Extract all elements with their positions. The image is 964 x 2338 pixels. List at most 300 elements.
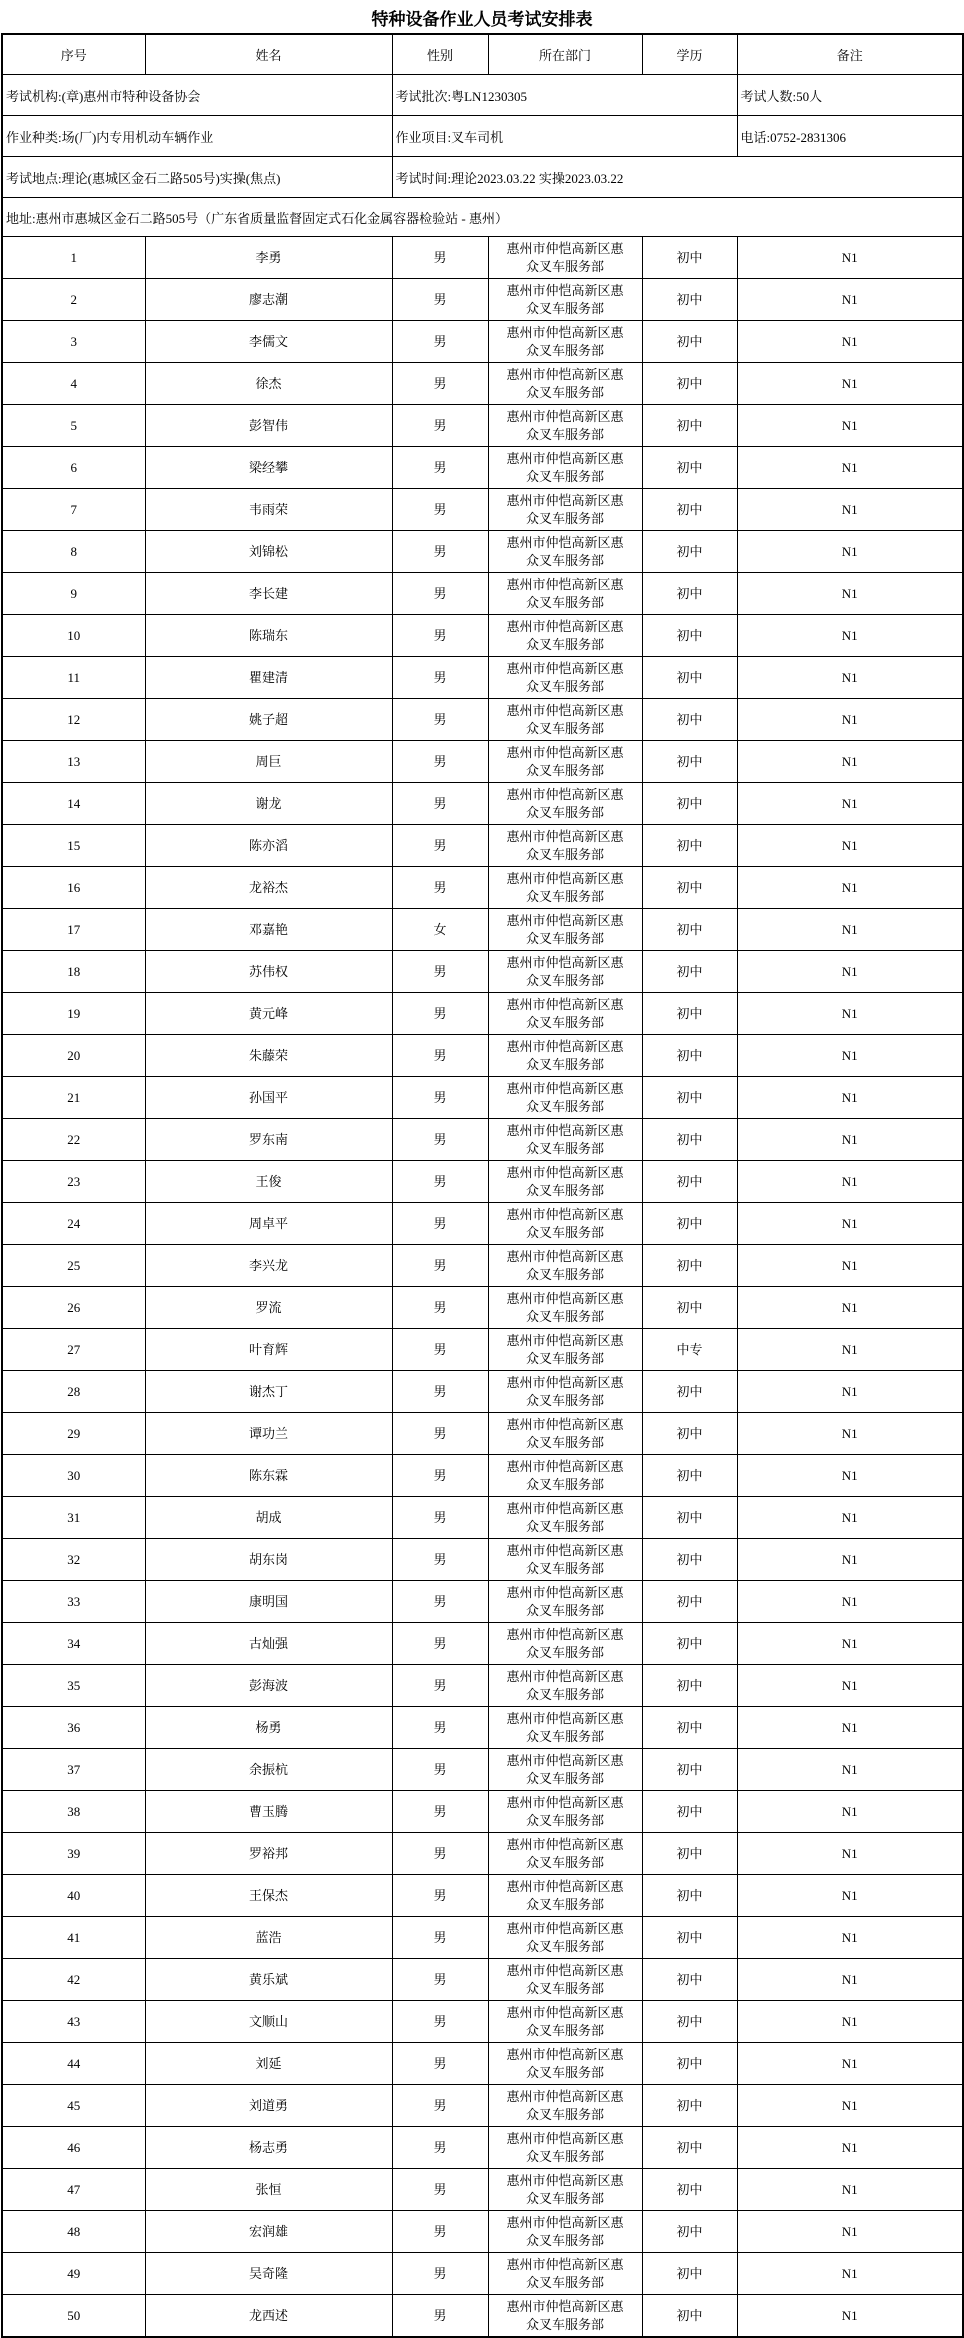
cell-gender: 男 [392,2085,488,2127]
dept-text: 惠州市仲恺高新区惠众叉车服务部 [506,1752,624,1786]
cell-dept [488,1749,642,1791]
cell-name: 康明国 [145,1581,392,1623]
cell-gender: 男 [392,1581,488,1623]
cell-name: 刘道勇 [145,2085,392,2127]
dept-text: 惠州市仲恺高新区惠众叉车服务部 [506,1878,624,1912]
cell-gender: 男 [392,1665,488,1707]
cell-name: 梁经攀 [145,447,392,489]
cell-seq: 13 [2,741,145,783]
cell-note: N1 [737,2295,963,2338]
cell-gender: 男 [392,1875,488,1917]
cell-dept [488,615,642,657]
cell-name: 周卓平 [145,1203,392,1245]
cell-gender: 男 [392,279,488,321]
cell-name: 黄元峰 [145,993,392,1035]
cell-gender: 男 [392,2127,488,2169]
table-row [2,657,963,699]
cell-gender: 男 [392,531,488,573]
cell-edu: 初中 [642,237,737,279]
cell-gender: 男 [392,1539,488,1581]
table-row [2,1371,963,1413]
cell-gender: 男 [392,1749,488,1791]
table-row [2,1077,963,1119]
dept-text: 惠州市仲恺高新区惠众叉车服务部 [506,1416,624,1450]
exam-batch-cell: 考试批次:粤LN1230305 [392,75,737,116]
cell-gender: 男 [392,2001,488,2043]
cell-gender: 男 [392,741,488,783]
cell-note: N1 [737,825,963,867]
cell-note: N1 [737,2253,963,2295]
dept-text: 惠州市仲恺高新区惠众叉车服务部 [506,1122,624,1156]
dept-text: 惠州市仲恺高新区惠众叉车服务部 [506,1164,624,1198]
info-row-2 [2,116,963,157]
cell-gender: 男 [392,573,488,615]
cell-dept [488,1833,642,1875]
dept-text: 惠州市仲恺高新区惠众叉车服务部 [506,366,624,400]
table-row [2,825,963,867]
dept-text: 惠州市仲恺高新区惠众叉车服务部 [506,1836,624,1870]
table-row [2,1119,963,1161]
cell-dept [488,2085,642,2127]
cell-gender: 男 [392,1035,488,1077]
cell-seq: 29 [2,1413,145,1455]
address-cell: 地址:惠州市惠城区金石二路505号（广东省质量监督固定式石化金属容器检验站 - 惠州） [2,198,963,237]
cell-seq: 31 [2,1497,145,1539]
cell-gender: 男 [392,1287,488,1329]
table-row [2,2043,963,2085]
cell-seq: 1 [2,237,145,279]
info-block [2,75,963,237]
cell-dept [488,1455,642,1497]
cell-edu: 初中 [642,2001,737,2043]
cell-seq: 26 [2,1287,145,1329]
cell-name: 黄乐斌 [145,1959,392,2001]
cell-note: N1 [737,1203,963,1245]
cell-edu: 初中 [642,1161,737,1203]
cell-edu: 初中 [642,363,737,405]
table-row [2,489,963,531]
cell-dept [488,2169,642,2211]
cell-note: N1 [737,1749,963,1791]
cell-note: N1 [737,573,963,615]
table-row [2,1203,963,1245]
table-row [2,2085,963,2127]
cell-edu: 初中 [642,447,737,489]
cell-seq: 49 [2,2253,145,2295]
cell-edu: 初中 [642,1035,737,1077]
table-row [2,1245,963,1287]
cell-edu: 初中 [642,1749,737,1791]
cell-dept [488,2043,642,2085]
cell-name: 韦雨荣 [145,489,392,531]
cell-dept [488,1287,642,1329]
cell-edu: 初中 [642,2127,737,2169]
dept-text: 惠州市仲恺高新区惠众叉车服务部 [506,1542,624,1576]
cell-dept [488,1959,642,2001]
dept-text: 惠州市仲恺高新区惠众叉车服务部 [506,1374,624,1408]
cell-seq: 37 [2,1749,145,1791]
cell-edu: 初中 [642,1203,737,1245]
dept-text: 惠州市仲恺高新区惠众叉车服务部 [506,912,624,946]
dept-text: 惠州市仲恺高新区惠众叉车服务部 [506,2256,624,2290]
cell-gender: 男 [392,1707,488,1749]
cell-seq: 33 [2,1581,145,1623]
cell-gender: 男 [392,615,488,657]
cell-edu: 初中 [642,279,737,321]
cell-name: 廖志潮 [145,279,392,321]
table-body [2,237,963,2338]
cell-note: N1 [737,951,963,993]
cell-gender: 男 [392,1833,488,1875]
cell-note: N1 [737,1119,963,1161]
cell-edu: 初中 [642,1917,737,1959]
cell-edu: 初中 [642,783,737,825]
table-row [2,1875,963,1917]
cell-seq: 12 [2,699,145,741]
cell-note: N1 [737,1161,963,1203]
cell-seq: 11 [2,657,145,699]
dept-text: 惠州市仲恺高新区惠众叉车服务部 [506,660,624,694]
dept-text: 惠州市仲恺高新区惠众叉车服务部 [506,1920,624,1954]
table-row [2,741,963,783]
dept-text: 惠州市仲恺高新区惠众叉车服务部 [506,702,624,736]
cell-name: 陈亦滔 [145,825,392,867]
cell-dept [488,1371,642,1413]
dept-text: 惠州市仲恺高新区惠众叉车服务部 [506,828,624,862]
cell-note: N1 [737,783,963,825]
table-row [2,783,963,825]
cell-edu: 中专 [642,1329,737,1371]
cell-dept [488,1413,642,1455]
cell-gender: 男 [392,993,488,1035]
table-row [2,1287,963,1329]
cell-seq: 46 [2,2127,145,2169]
cell-seq: 50 [2,2295,145,2338]
table-row [2,1413,963,1455]
cell-gender: 男 [392,489,488,531]
cell-name: 李长建 [145,573,392,615]
cell-note: N1 [737,237,963,279]
cell-note: N1 [737,2127,963,2169]
cell-note: N1 [737,2211,963,2253]
cell-name: 邓嘉艳 [145,909,392,951]
project-cell: 作业项目:叉车司机 [392,116,737,157]
table-row [2,1455,963,1497]
table-row [2,1539,963,1581]
cell-seq: 45 [2,2085,145,2127]
exam-location-cell: 考试地点:理论(惠城区金石二路505号)实操(焦点) [2,157,392,198]
cell-gender: 男 [392,363,488,405]
cell-seq: 44 [2,2043,145,2085]
cell-gender: 男 [392,1203,488,1245]
cell-edu: 初中 [642,1707,737,1749]
cell-note: N1 [737,699,963,741]
cell-name: 叶育辉 [145,1329,392,1371]
cell-gender: 男 [392,405,488,447]
cell-gender: 男 [392,1455,488,1497]
cell-edu: 初中 [642,2253,737,2295]
info-row-3 [2,157,963,198]
cell-dept [488,1203,642,1245]
cell-gender: 男 [392,447,488,489]
cell-seq: 19 [2,993,145,1035]
cell-dept [488,1539,642,1581]
cell-dept [488,1665,642,1707]
cell-edu: 初中 [642,699,737,741]
table-row [2,1497,963,1539]
dept-text: 惠州市仲恺高新区惠众叉车服务部 [506,2298,624,2332]
cell-note: N1 [737,1455,963,1497]
table-row [2,2127,963,2169]
cell-seq: 47 [2,2169,145,2211]
cell-gender: 男 [392,321,488,363]
cell-seq: 7 [2,489,145,531]
cell-note: N1 [737,2043,963,2085]
table-row [2,2211,963,2253]
cell-gender: 男 [392,1161,488,1203]
cell-edu: 初中 [642,2295,737,2338]
cell-note: N1 [737,1581,963,1623]
cell-gender: 男 [392,825,488,867]
cell-dept [488,447,642,489]
dept-text: 惠州市仲恺高新区惠众叉车服务部 [506,870,624,904]
table-row [2,405,963,447]
cell-edu: 初中 [642,2211,737,2253]
dept-text: 惠州市仲恺高新区惠众叉车服务部 [506,1080,624,1114]
cell-name: 彭智伟 [145,405,392,447]
header-row [2,34,963,75]
cell-name: 李兴龙 [145,1245,392,1287]
cell-edu: 初中 [642,1455,737,1497]
cell-dept [488,1245,642,1287]
cell-seq: 4 [2,363,145,405]
cell-dept [488,951,642,993]
cell-dept [488,405,642,447]
dept-text: 惠州市仲恺高新区惠众叉车服务部 [506,2046,624,2080]
cell-dept [488,909,642,951]
cell-seq: 2 [2,279,145,321]
table-row [2,1917,963,1959]
exam-count-cell: 考试人数:50人 [737,75,963,116]
cell-gender: 男 [392,1245,488,1287]
cell-note: N1 [737,867,963,909]
cell-note: N1 [737,1833,963,1875]
cell-edu: 初中 [642,489,737,531]
cell-name: 宏润雄 [145,2211,392,2253]
schedule-table [1,33,964,2338]
table-header [2,34,963,75]
cell-seq: 22 [2,1119,145,1161]
cell-dept [488,1161,642,1203]
table-row [2,1581,963,1623]
cell-note: N1 [737,741,963,783]
cell-gender: 男 [392,1077,488,1119]
cell-edu: 初中 [642,825,737,867]
cell-dept [488,573,642,615]
cell-edu: 初中 [642,867,737,909]
table-row [2,1959,963,2001]
cell-name: 瞿建清 [145,657,392,699]
cell-gender: 男 [392,657,488,699]
cell-note: N1 [737,279,963,321]
dept-text: 惠州市仲恺高新区惠众叉车服务部 [506,2172,624,2206]
cell-seq: 36 [2,1707,145,1749]
dept-text: 惠州市仲恺高新区惠众叉车服务部 [506,744,624,778]
cell-dept [488,1035,642,1077]
table-row [2,237,963,279]
cell-gender: 男 [392,1119,488,1161]
cell-seq: 17 [2,909,145,951]
cell-note: N1 [737,2001,963,2043]
cell-edu: 初中 [642,1581,737,1623]
cell-seq: 43 [2,2001,145,2043]
cell-dept [488,1329,642,1371]
dept-text: 惠州市仲恺高新区惠众叉车服务部 [506,786,624,820]
cell-note: N1 [737,489,963,531]
cell-gender: 男 [392,2253,488,2295]
cell-name: 文顺山 [145,2001,392,2043]
cell-dept [488,699,642,741]
col-header-gender: 性别 [392,34,488,75]
dept-text: 惠州市仲恺高新区惠众叉车服务部 [506,618,624,652]
cell-dept [488,531,642,573]
cell-gender: 女 [392,909,488,951]
cell-name: 张恒 [145,2169,392,2211]
cell-dept [488,825,642,867]
cell-edu: 初中 [642,531,737,573]
cell-name: 罗流 [145,1287,392,1329]
cell-note: N1 [737,1875,963,1917]
col-header-edu: 学历 [642,34,737,75]
cell-name: 吴奇隆 [145,2253,392,2295]
cell-gender: 男 [392,1497,488,1539]
cell-name: 胡东岗 [145,1539,392,1581]
table-row [2,2295,963,2338]
cell-name: 苏伟权 [145,951,392,993]
table-row [2,993,963,1035]
dept-text: 惠州市仲恺高新区惠众叉车服务部 [506,1248,624,1282]
cell-name: 谢龙 [145,783,392,825]
dept-text: 惠州市仲恺高新区惠众叉车服务部 [506,1332,624,1366]
cell-note: N1 [737,1497,963,1539]
cell-name: 龙西述 [145,2295,392,2338]
cell-dept [488,321,642,363]
cell-dept [488,279,642,321]
cell-seq: 18 [2,951,145,993]
cell-name: 姚子超 [145,699,392,741]
cell-seq: 40 [2,1875,145,1917]
cell-seq: 20 [2,1035,145,1077]
cell-note: N1 [737,1959,963,2001]
cell-edu: 初中 [642,1245,737,1287]
cell-seq: 23 [2,1161,145,1203]
cell-seq: 35 [2,1665,145,1707]
cell-edu: 初中 [642,2085,737,2127]
col-header-dept: 所在部门 [488,34,642,75]
cell-gender: 男 [392,2043,488,2085]
cell-dept [488,657,642,699]
cell-edu: 初中 [642,573,737,615]
cell-note: N1 [737,1077,963,1119]
cell-dept [488,363,642,405]
dept-text: 惠州市仲恺高新区惠众叉车服务部 [506,2004,624,2038]
cell-edu: 初中 [642,741,737,783]
address-row [2,198,963,237]
cell-gender: 男 [392,2169,488,2211]
cell-name: 曹玉腾 [145,1791,392,1833]
cell-gender: 男 [392,951,488,993]
cell-name: 罗东南 [145,1119,392,1161]
cell-edu: 初中 [642,1497,737,1539]
cell-gender: 男 [392,783,488,825]
table-row [2,573,963,615]
table-row [2,1623,963,1665]
cell-edu: 初中 [642,909,737,951]
cell-note: N1 [737,321,963,363]
cell-dept [488,783,642,825]
dept-text: 惠州市仲恺高新区惠众叉车服务部 [506,2130,624,2164]
dept-text: 惠州市仲恺高新区惠众叉车服务部 [506,534,624,568]
cell-seq: 28 [2,1371,145,1413]
cell-edu: 初中 [642,2043,737,2085]
cell-note: N1 [737,531,963,573]
cell-gender: 男 [392,237,488,279]
col-header-note: 备注 [737,34,963,75]
cell-name: 李勇 [145,237,392,279]
table-row [2,951,963,993]
cell-name: 胡成 [145,1497,392,1539]
dept-text: 惠州市仲恺高新区惠众叉车服务部 [506,1038,624,1072]
cell-dept [488,489,642,531]
cell-name: 王保杰 [145,1875,392,1917]
cell-edu: 初中 [642,1371,737,1413]
cell-seq: 42 [2,1959,145,2001]
cell-dept [488,867,642,909]
dept-text: 惠州市仲恺高新区惠众叉车服务部 [506,1962,624,1996]
cell-note: N1 [737,657,963,699]
cell-note: N1 [737,1917,963,1959]
cell-seq: 3 [2,321,145,363]
dept-text: 惠州市仲恺高新区惠众叉车服务部 [506,240,624,274]
table-row [2,1161,963,1203]
table-row [2,1707,963,1749]
cell-edu: 初中 [642,1119,737,1161]
cell-seq: 25 [2,1245,145,1287]
cell-seq: 9 [2,573,145,615]
col-header-name: 姓名 [145,34,392,75]
cell-note: N1 [737,363,963,405]
table-row [2,615,963,657]
col-header-seq: 序号 [2,34,145,75]
cell-seq: 8 [2,531,145,573]
phone-cell: 电话:0752-2831306 [737,116,963,157]
cell-name: 蓝浩 [145,1917,392,1959]
cell-seq: 16 [2,867,145,909]
cell-name: 徐杰 [145,363,392,405]
cell-dept [488,2211,642,2253]
cell-edu: 初中 [642,1959,737,2001]
dept-text: 惠州市仲恺高新区惠众叉车服务部 [506,282,624,316]
dept-text: 惠州市仲恺高新区惠众叉车服务部 [506,2088,624,2122]
cell-note: N1 [737,447,963,489]
cell-gender: 男 [392,1329,488,1371]
table-row [2,699,963,741]
exam-time-cell: 考试时间:理论2023.03.22 实操2023.03.22 [392,157,963,198]
cell-note: N1 [737,909,963,951]
table-row [2,909,963,951]
cell-gender: 男 [392,1371,488,1413]
cell-edu: 初中 [642,1077,737,1119]
